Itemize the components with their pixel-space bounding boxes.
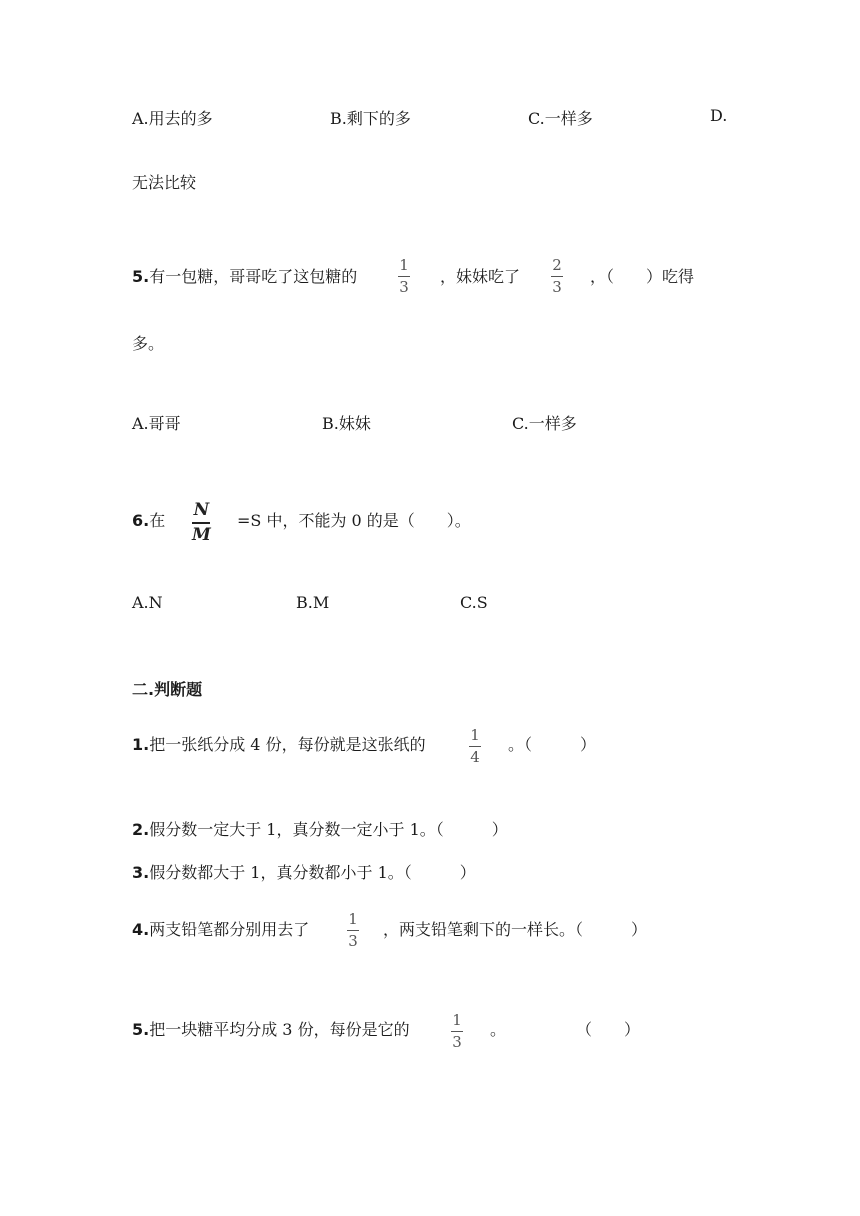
j1-number: 1. bbox=[132, 735, 150, 754]
j1-text-1: 把一张纸分成 4 份，每份就是这张纸的 bbox=[149, 735, 426, 754]
q5-stem bbox=[132, 264, 357, 287]
fraction-bar bbox=[551, 276, 563, 277]
q6-option-a: A.N bbox=[132, 593, 163, 612]
q4-option-c: C.一样多 bbox=[528, 109, 593, 128]
j2-number: 2. bbox=[132, 820, 150, 839]
j1-fraction-numerator: 1 bbox=[470, 726, 480, 744]
j1-fraction bbox=[469, 728, 481, 765]
j4-fraction-denominator: 3 bbox=[348, 932, 358, 950]
fraction-bar bbox=[192, 522, 210, 524]
q5-option-b: B.妹妹 bbox=[322, 414, 371, 433]
fraction-bar bbox=[347, 930, 359, 931]
fraction-bar bbox=[469, 746, 481, 747]
q5-fraction-1 bbox=[398, 258, 410, 295]
j4-text-1: 两支铅笔都分别用去了 bbox=[149, 920, 310, 939]
j3-stem bbox=[132, 860, 476, 883]
q5-fraction-1-numerator: 1 bbox=[399, 256, 409, 274]
j4-fraction bbox=[347, 912, 359, 949]
q5-option-c: C.一样多 bbox=[512, 414, 577, 433]
q5-fraction-2-denominator: 3 bbox=[552, 278, 562, 296]
q6-option-b: B.M bbox=[296, 593, 330, 612]
q5-fraction-2 bbox=[551, 258, 563, 295]
j4-stem bbox=[132, 917, 309, 940]
j4-fraction-numerator: 1 bbox=[348, 910, 358, 928]
q4-option-d-continued: 无法比较 bbox=[132, 173, 197, 192]
q5-number: 5. bbox=[132, 267, 150, 286]
j4-number: 4. bbox=[132, 920, 150, 939]
q6-fraction-denominator: M bbox=[192, 525, 211, 545]
q5-text-3: ，（ ）吃得 bbox=[590, 267, 695, 286]
q6-fraction-numerator: N bbox=[193, 500, 210, 520]
fraction-bar bbox=[451, 1031, 463, 1032]
q5-text-2: ，妹妹吃了 bbox=[440, 267, 521, 286]
j1-text-2: 。（ ） bbox=[508, 735, 597, 754]
q5-option-a: A.哥哥 bbox=[132, 414, 181, 433]
q6-text-1: 在 bbox=[149, 511, 166, 530]
q5-fraction-1-denominator: 3 bbox=[399, 278, 409, 296]
j5-text-1: 把一块糖平均分成 3 份，每份是它的 bbox=[149, 1020, 410, 1039]
fraction-bar bbox=[398, 276, 410, 277]
q5-text-1: 有一包糖，哥哥吃了这包糖的 bbox=[149, 267, 358, 286]
q6-fraction bbox=[192, 502, 211, 544]
q5-fraction-2-numerator: 2 bbox=[552, 256, 562, 274]
q6-number: 6. bbox=[132, 511, 150, 530]
j5-text-3: （ ） bbox=[576, 1020, 641, 1039]
j5-fraction-numerator: 1 bbox=[452, 1011, 462, 1029]
q6-option-c: C.S bbox=[460, 593, 488, 612]
j3-number: 3. bbox=[132, 863, 150, 882]
q6-stem bbox=[132, 508, 165, 531]
section-2-title: 二.判断题 bbox=[132, 680, 203, 699]
j5-fraction bbox=[451, 1013, 463, 1050]
q4-option-a: A.用去的多 bbox=[132, 109, 213, 128]
j1-fraction-denominator: 4 bbox=[470, 748, 480, 766]
q5-text-continued: 多。 bbox=[132, 334, 165, 353]
q6-text-2: =S 中，不能为 0 的是（ ）。 bbox=[237, 511, 471, 530]
q4-option-d: D. bbox=[710, 106, 728, 125]
j2-text: 假分数一定大于 1，真分数一定小于 1。（ ） bbox=[149, 820, 508, 839]
j5-stem bbox=[132, 1017, 410, 1040]
q4-option-b: B.剩下的多 bbox=[330, 109, 411, 128]
j4-text-2: ，两支铅笔剩下的一样长。（ ） bbox=[383, 920, 648, 939]
j1-stem bbox=[132, 732, 426, 755]
j2-stem bbox=[132, 817, 508, 840]
j5-text-2: 。 bbox=[490, 1020, 507, 1039]
j5-fraction-denominator: 3 bbox=[452, 1033, 462, 1051]
j3-text: 假分数都大于 1，真分数都小于 1。（ ） bbox=[149, 863, 476, 882]
j5-number: 5. bbox=[132, 1020, 150, 1039]
